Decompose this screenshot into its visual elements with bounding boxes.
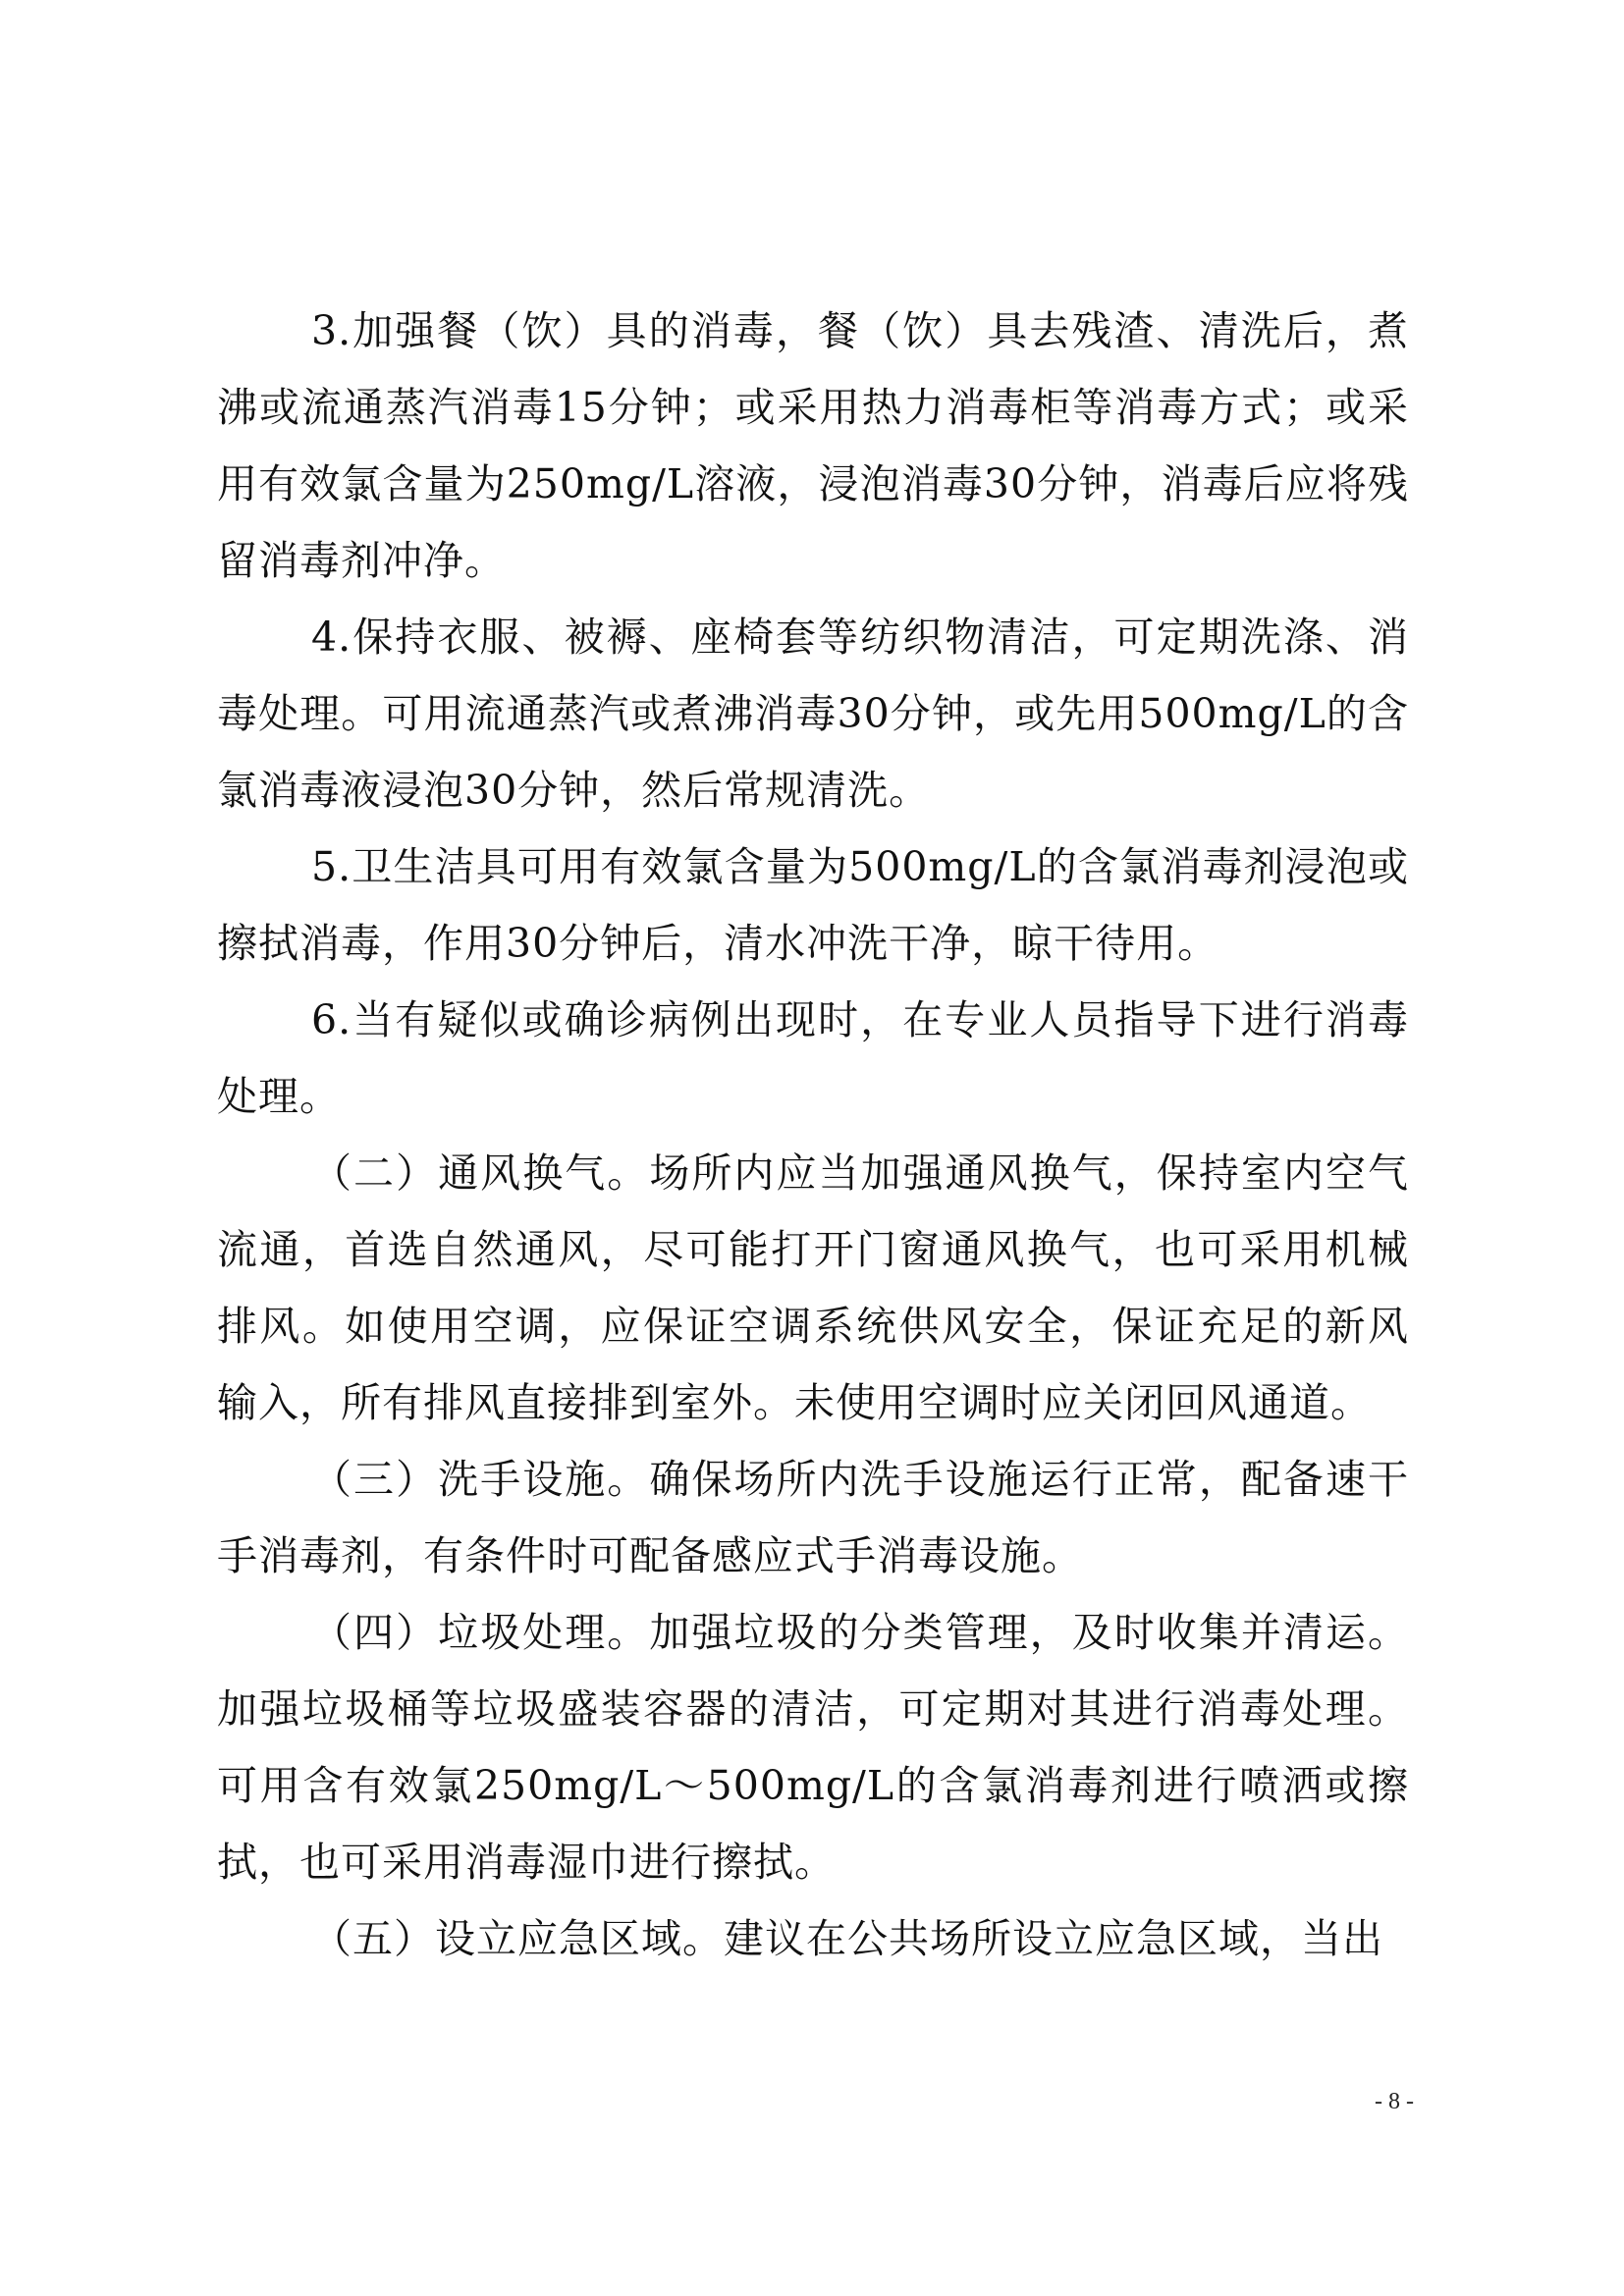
paragraph-ventilation: （二）通风换气。场所内应当加强通风换气，保持室内空气流通，首选自然通风，尽可能打开门窗通风换气，也可采用机械排风。如使用空调，应保证空调系统供风安全，保证充足的新风输入，所有排风直接排到室外。未使用空调时应关闭回风通道。 [217, 1149, 1409, 1426]
paragraph-handwashing-facilities: （三）洗手设施。确保场所内洗手设施运行正常，配备速干手消毒剂，有条件时可配备感应式手消毒设施。 [217, 1456, 1409, 1579]
paragraph-sanitary-ware: 5.卫生洁具可用有效氯含量为500mg/L的含氯消毒剂浸泡或擦拭消毒，作用30分钟后，清水冲洗干净，晾干待用。 [217, 843, 1409, 967]
paragraph-emergency-area: （五）设立应急区域。建议在公共场所设立应急区域，当出 [311, 1915, 1383, 1962]
paragraph-garbage-disposal: （四）垃圾处理。加强垃圾的分类管理，及时收集并清运。加强垃圾桶等垃圾盛装容器的清洁，可定期对其进行消毒处理。可用含有效氯250mg/L～500mg/L的含氯消毒剂进行喷洒或擦拭，也可采用消毒湿巾进行擦拭。 [217, 1609, 1409, 1886]
page-number: - 8 - [1375, 2089, 1414, 2114]
paragraph-tableware-disinfection: 3.加强餐（饮）具的消毒，餐（饮）具去残渣、清洗后，煮沸或流通蒸汽消毒15分钟；或采用热力消毒柜等消毒方式；或采用有效氯含量为250mg/L溶液，浸泡消毒30分钟，消毒后应将残留消毒剂冲净。 [217, 307, 1409, 584]
paragraph-suspected-case: 6.当有疑似或确诊病例出现时，在专业人员指导下进行消毒处理。 [217, 996, 1409, 1120]
paragraph-textile-cleaning: 4.保持衣服、被褥、座椅套等纺织物清洁，可定期洗涤、消毒处理。可用流通蒸汽或煮沸消毒30分钟，或先用500mg/L的含氯消毒液浸泡30分钟，然后常规清洗。 [217, 614, 1409, 814]
document-body [217, 293, 1409, 1977]
